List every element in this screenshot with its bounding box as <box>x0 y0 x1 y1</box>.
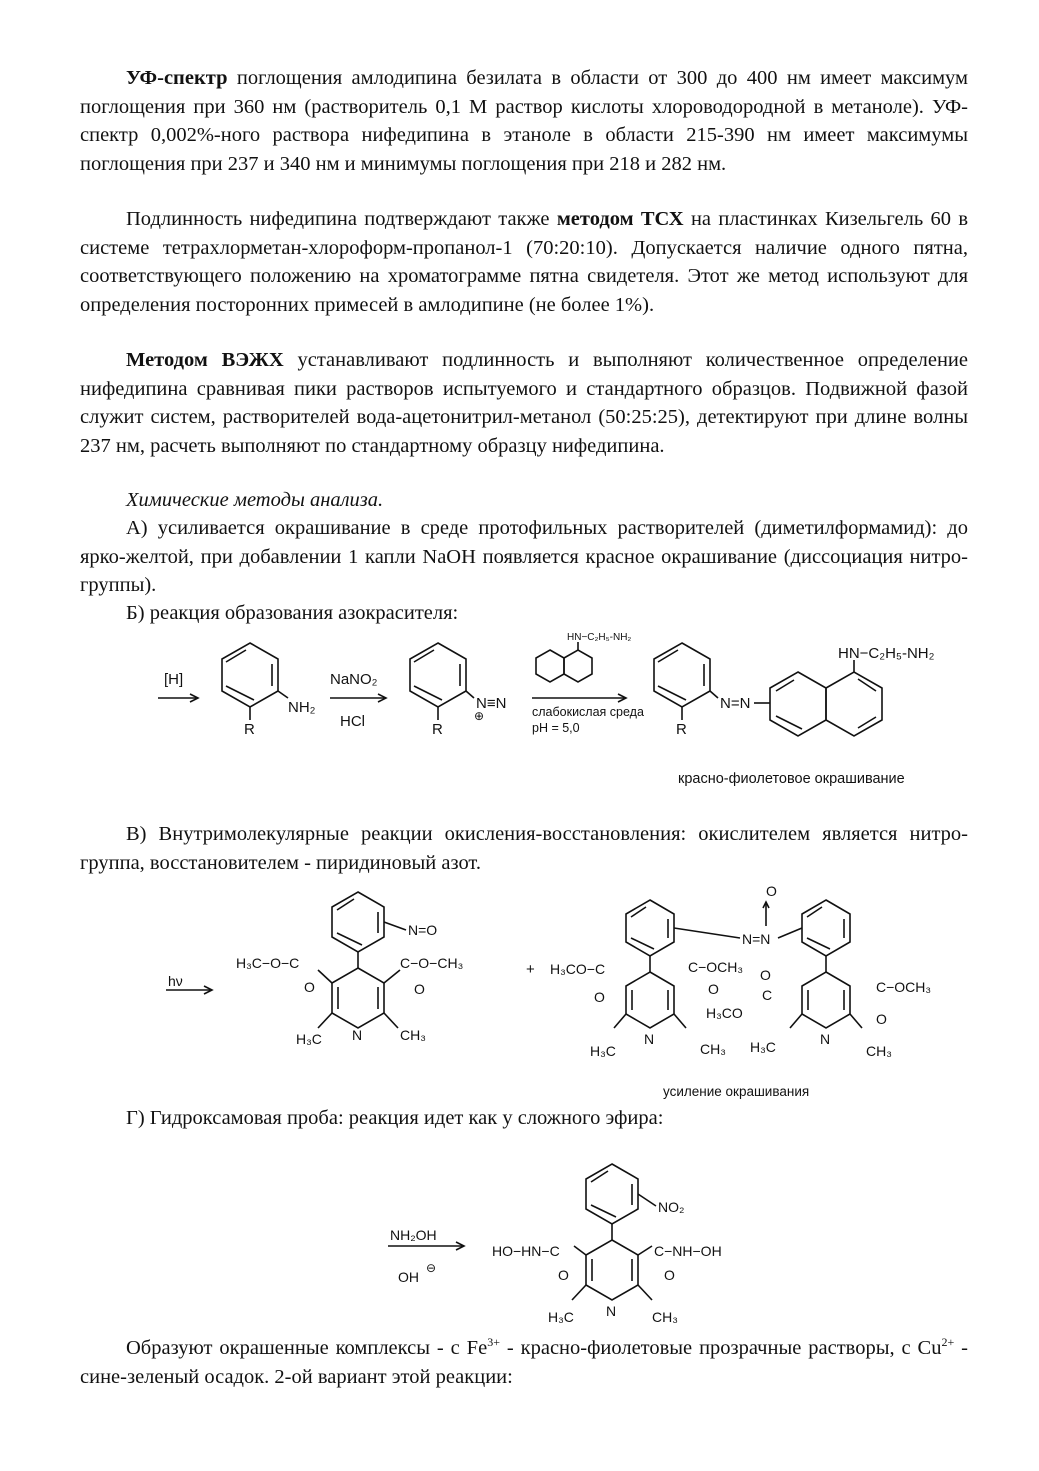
carbonyl-o-left: O <box>304 979 315 995</box>
ester-c-o: O <box>760 967 771 983</box>
methyl-right: CH₃ <box>400 1027 426 1043</box>
methyl-hydroxamic-right: CH₃ <box>652 1309 678 1325</box>
amine-label: NH₂ <box>288 699 316 716</box>
ring-nitrogen-b: N <box>820 1031 831 1047</box>
paragraph-method-v: В) Внутримолекулярные реакции окисления-восстановления: окислителем является нитро-группа, восстановителем - пиридиновый азот. <box>80 823 968 874</box>
ring-nitrogen-hydroxamic: N <box>606 1303 617 1319</box>
ester-d-label: C−OCH₃ <box>876 979 932 995</box>
photodegradation-scheme <box>160 882 980 1082</box>
reagent-hydroxide: OH <box>398 1269 419 1285</box>
azo-label: N=N <box>720 695 751 712</box>
pyridine-ring-hydroxamic <box>572 1240 652 1300</box>
nitroso-phenyl-ring <box>332 892 406 968</box>
naphthylamine-reagent <box>536 642 592 682</box>
paragraph-complexes: Образуют окрашенные комплексы - с $Fe^{3+}$ - красно-фиолетовые прозрачные растворы, с $Cu^{2+}$ - сине-зеленый осадок. 2-ой вариант этой реакции: <box>80 1335 969 1388</box>
paragraph-uv-spectrum: УФ-спектр поглощения амлодипина безилата в области от 300 до 400 нм имеет максимум поглощения при 360 нм (растворитель 0,1 М раствор кислоты хлороводородной в метаноле). УФ-спектр 0,002%-ного раствора нифедипина в этаноле в области 215-390 нм имеет максимумы поглощения при 237 и 340 нм и минимумы поглощения при 218 и 282 нм. <box>80 67 968 175</box>
heading-chemical-methods: Химические методы анализа. <box>126 489 384 511</box>
condition-medium: слабокислая среда <box>532 705 644 719</box>
hydroxamic-left: HO−HN−C <box>492 1243 560 1259</box>
diazonium-ring <box>410 643 474 720</box>
ester-c-c: C <box>762 987 773 1003</box>
iron-charge: 3+ <box>487 1335 500 1350</box>
hydroxamic-scheme <box>380 1160 760 1340</box>
reagent-substituent: HN−C₂H₅-NH₂ <box>567 632 632 643</box>
paragraph-method-g: Г) Гидроксамовая проба: реакция идет как у сложного эфира: <box>126 1107 664 1129</box>
copper-charge: 2+ <box>941 1335 955 1350</box>
carbonyl-o-b: O <box>664 1267 675 1283</box>
hydroxamic-right: C−NH−OH <box>654 1243 722 1259</box>
ester-right-label: C−O−CH₃ <box>400 955 464 971</box>
photodegradation-caption: усиление окрашивания <box>663 1084 810 1099</box>
term-uv-spectrum: УФ-спектр <box>126 67 228 89</box>
azo-product-ring <box>654 643 718 720</box>
product-substituent: HN−C₂H₅-NH₂ <box>838 645 935 662</box>
diazonium-label: N≡N <box>476 695 507 712</box>
ester-a-o: O <box>594 989 605 1005</box>
paragraph-hplc: Методом ВЭЖХ устанавливают подлинность и выполняют количественное определение нифедипина сравнивая пики растворов испытуемого и стандартного образцов. Подвижной фазой служит систем, растворителей вода-ацетонитрил-метанол (50:25:25), детектируют при длине волны 237 нм, расчеть выполняют по стандартному образцу нифедипина. <box>80 349 968 457</box>
term-tlc: методом ТСХ <box>556 208 684 230</box>
methyl-hydroxamic-left: H₃C <box>548 1309 574 1325</box>
ring-nitrogen-a: N <box>644 1031 655 1047</box>
ring-nitrogen-left: N <box>352 1027 363 1043</box>
aniline-ring <box>222 643 288 720</box>
r-label-2: R <box>432 721 443 738</box>
nitroso-label: N=O <box>408 922 438 938</box>
ester-b-o: O <box>708 981 719 997</box>
azo-dye-caption: красно-фиолетовое окрашивание <box>678 771 905 787</box>
ester-d-o: O <box>876 1011 887 1027</box>
reagent-h: [H] <box>164 671 184 688</box>
positive-charge: ⊕ <box>474 709 485 723</box>
ester-b-label: C−OCH₃ <box>688 959 744 975</box>
ester-c-label: H₃CO <box>706 1005 743 1021</box>
reagent-hcl: HCl <box>340 713 365 730</box>
methyl-b: CH₃ <box>700 1041 726 1057</box>
plus-sign: + <box>526 961 535 978</box>
methyl-left: H₃C <box>296 1031 322 1047</box>
light-label: hν <box>168 973 183 989</box>
nitro-label: NO₂ <box>658 1199 685 1215</box>
condition-ph: pH = 5,0 <box>532 721 580 735</box>
carbonyl-o-a: O <box>558 1267 569 1283</box>
ester-left-label: H₃C−O−C <box>236 955 300 971</box>
azoxy-oxygen: O <box>766 883 777 899</box>
ester-a-label: H₃CO−C <box>550 961 606 977</box>
paragraph-method-a: А) усиливается окрашивание в среде протофильных растворителей (диметилформамид): до ярко-желтой, при добавлении 1 капли NaOH появляется красное окрашивание (диссоциация нитро-группы). <box>80 517 968 596</box>
r-label-1: R <box>244 721 255 738</box>
azo-product-naphthalene <box>770 660 882 736</box>
term-hplc: Методом ВЭЖХ <box>126 349 284 371</box>
nitrophenyl-ring <box>586 1164 656 1240</box>
azoxy-label: N=N <box>742 931 771 947</box>
methyl-c: H₃C <box>750 1039 776 1055</box>
paragraph-tlc: Подлинность нифедипина подтверждают также методом ТСХ на пластинках Кизельгель 60 в системе тетрахлорметан-хлороформ-пропанол-1 (70:20:10). Допускается наличие одного пятна, соответствующего положению на хроматограмме пятна свидетеля. Этот же метод используют для определения посторонних примесей в амлодипине (не более 1%). <box>80 208 968 316</box>
r-label-3: R <box>676 721 687 738</box>
paragraph-method-b: Б) реакция образования азокрасителя: <box>126 602 459 624</box>
negative-charge: ⊖ <box>426 1261 437 1275</box>
reagent-nano2: NaNO₂ <box>330 671 378 688</box>
methyl-a: H₃C <box>590 1043 616 1059</box>
pyridine-ring-left <box>318 968 400 1028</box>
carbonyl-o-right: O <box>414 981 425 997</box>
reagent-hydroxylamine: NH₂OH <box>390 1227 437 1243</box>
methyl-d: CH₃ <box>866 1043 892 1059</box>
